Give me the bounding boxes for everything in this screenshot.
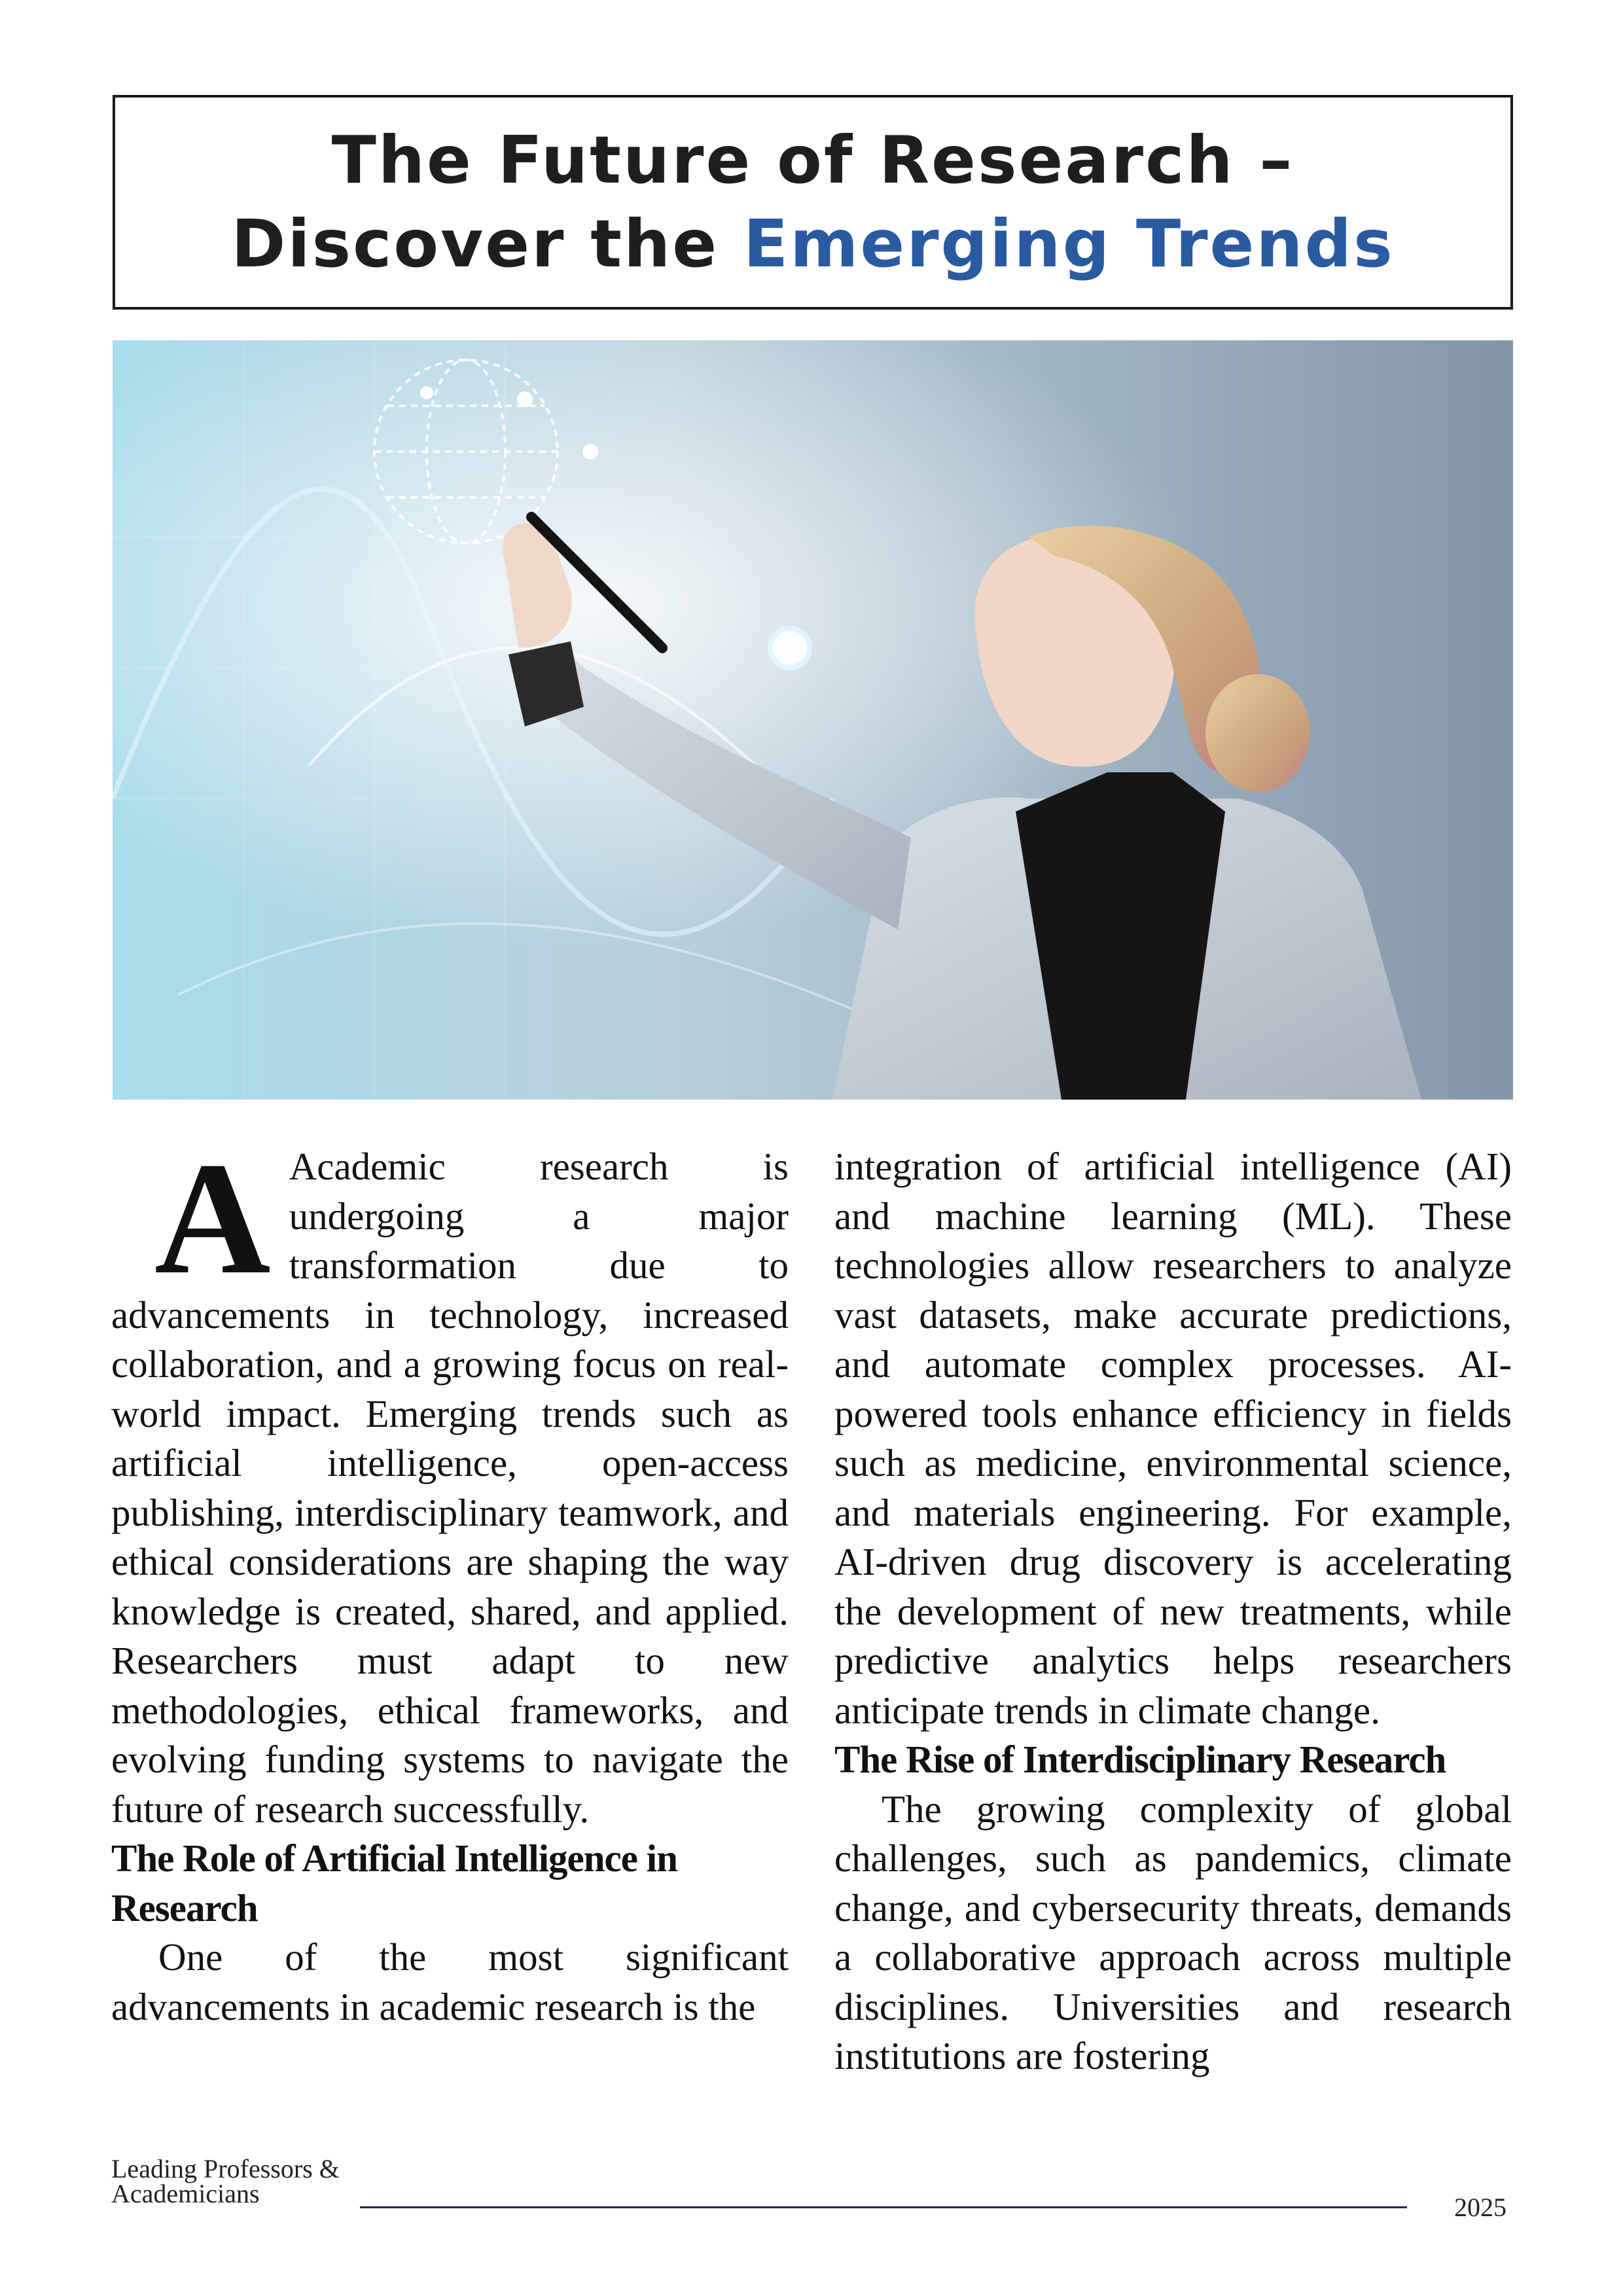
interdisciplinary-paragraph: The growing complexity of global challenges, such as pandemics, climate change, and cybersecurity threats, demands a collaborative approach across multiple disciplines. Universities and research institutions are fostering <box>834 1787 1512 2077</box>
footer-publication <box>111 2154 340 2208</box>
section-heading-ai: The Role of Artificial Intelligence in Research <box>111 1837 677 1929</box>
title-box <box>113 95 1513 310</box>
article-column-left <box>111 1130 789 2032</box>
hero-image <box>113 340 1513 1100</box>
drop-cap: A <box>154 1130 271 1308</box>
footer-rule <box>360 2206 1407 2208</box>
page-title-line-2 <box>231 202 1394 286</box>
title-accent: Emerging Trends <box>743 206 1395 282</box>
title-prefix: Discover the <box>231 206 743 282</box>
footer-year: 2025 <box>1454 2193 1507 2222</box>
article-column-right <box>834 1142 1512 2081</box>
ai-paragraph-start: One of the most significant advancements in academic research is the <box>111 1935 789 2028</box>
footer-publication-line-2: Academicians <box>111 2179 260 2208</box>
intro-text: Academic research is undergoing a major transformation due to advancements in technology, increased collaboration, and a growing focus on real-world impact. Emerging trends such as artificial intelligence, open-access publishing, interdisciplinary teamwork, and ethical considerations are shaping the way knowledge is created, shared, and applied. Researchers must adapt to new methodologies, ethical frameworks, and evolving funding systems to navigate the future of research successfully. <box>111 1145 789 1831</box>
page-title-line-1: The Future of Research – <box>331 122 1294 198</box>
footer-publication-line-1: Leading Professors & <box>111 2154 340 2183</box>
intro-paragraph <box>111 1130 789 1834</box>
researcher-hologram-illustration <box>113 340 1513 1100</box>
section-heading-interdisciplinary: The Rise of Interdisciplinary Research <box>834 1738 1446 1781</box>
ai-paragraph-continued: integration of artificial intelligence (AI) and machine learning (ML). These technologies allow researchers to analyze vast datasets, make accurate predictions, and automate complex processes. AI-powered tools enhance efficiency in fields such as medicine, environmental science, and materials engineering. For example, AI-driven drug discovery is accelerating the development of new treatments, while predictive analytics helps researchers anticipate trends in climate change. <box>834 1145 1512 1732</box>
